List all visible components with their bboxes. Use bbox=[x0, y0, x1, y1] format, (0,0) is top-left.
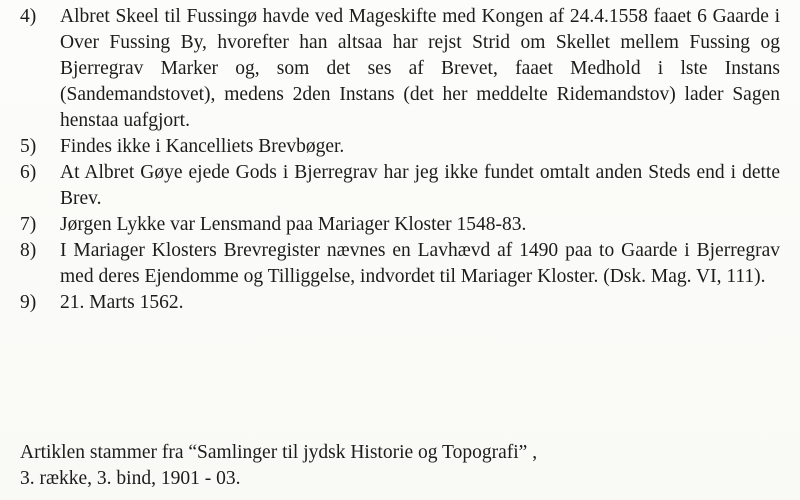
source-citation bbox=[20, 440, 780, 492]
footnote-number: 7) bbox=[20, 214, 37, 235]
source-line-2: 3. række, 3. bind, 1901 - 03. bbox=[20, 468, 241, 489]
footnote-8 bbox=[20, 238, 780, 290]
footnote-9 bbox=[20, 290, 780, 316]
footnote-number: 5) bbox=[20, 136, 37, 157]
footnote-number: 6) bbox=[20, 162, 37, 183]
source-line-1: Artiklen stammer fra “Samlinger til jydsk Historie og Topografi” , bbox=[20, 442, 538, 463]
footnote-6 bbox=[20, 160, 780, 212]
footnote-number: 4) bbox=[20, 6, 37, 27]
footnote-text: Jørgen Lykke var Lensmand paa Mariager Kloster 1548-83. bbox=[60, 214, 527, 235]
footnote-number: 9) bbox=[20, 292, 37, 313]
footnote-text: Albret Skeel til Fussingø havde ved Mageskifte med Kongen af 24.4.1558 faaet 6 Gaarde i Over Fussing By, hvorefter han altsaa har rejst Strid om Skellet mellem Fussing og Bjerregrav Marker og, som det ses af Brevet, faaet Medhold i lste Instans (Sandemandstovet), medens 2den Instans (det her meddelte Ridemandstov) lader Sagen henstaa uafgjort. bbox=[60, 6, 780, 131]
footnote-text: Findes ikke i Kancelliets Brevbøger. bbox=[60, 136, 345, 157]
footnote-text: 21. Marts 1562. bbox=[60, 292, 184, 313]
footnote-text: At Albret Gøye ejede Gods i Bjerregrav har jeg ikke fundet omtalt anden Steds end i dette Brev. bbox=[60, 162, 780, 209]
footnote-5 bbox=[20, 134, 780, 160]
footnote-number: 8) bbox=[20, 240, 37, 261]
footnote-7 bbox=[20, 212, 780, 238]
footnote-4 bbox=[20, 4, 780, 134]
footnote-list bbox=[20, 4, 780, 316]
footnote-text: I Mariager Klosters Brevregister nævnes en Lavhævd af 1490 paa to Gaarde i Bjerregrav med deres Ejendomme og Tilliggelse, indvordet til Mariager Kloster. (Dsk. Mag. VI, 111). bbox=[60, 240, 780, 287]
